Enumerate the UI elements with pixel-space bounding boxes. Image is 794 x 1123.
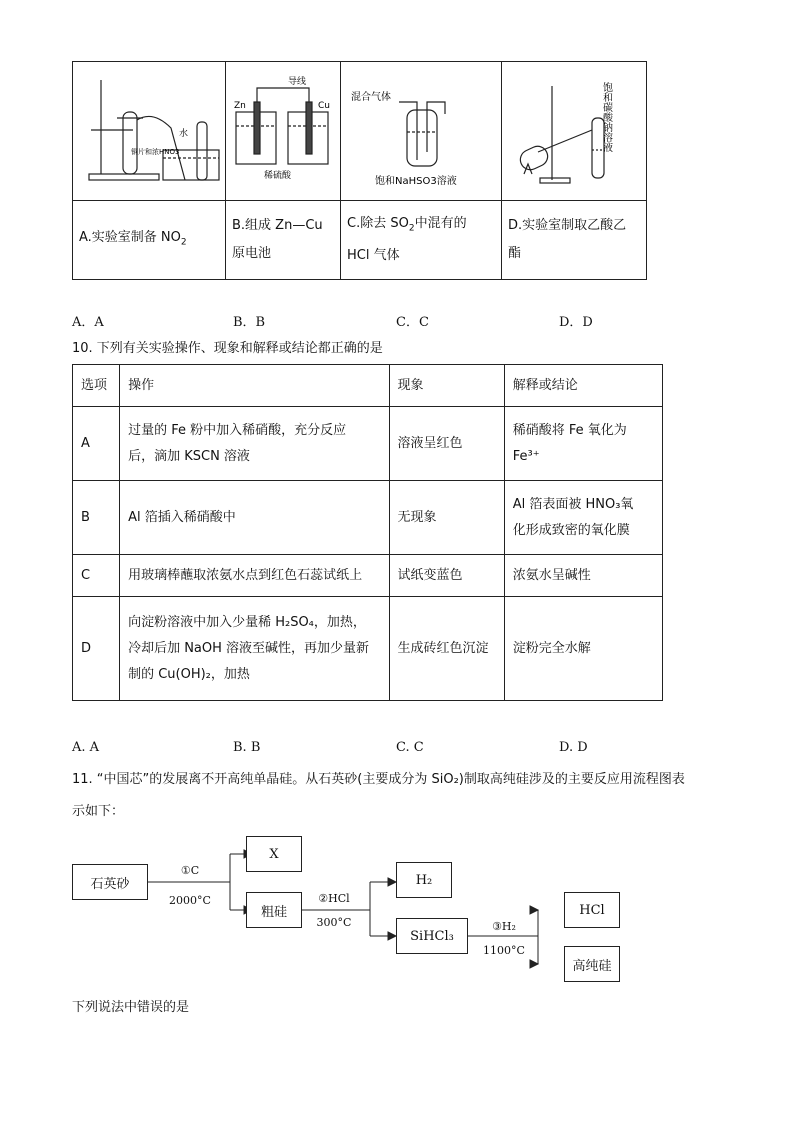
flow-pure-silicon: 高纯硅	[564, 946, 620, 982]
figure-a	[73, 62, 226, 201]
figure-b	[226, 62, 341, 201]
q9-figure-table	[72, 61, 647, 280]
zn-label: Zn	[234, 101, 246, 111]
header-conclusion: 解释或结论	[504, 365, 662, 407]
q11-stem-line1: 11. “中国芯”的发展离不开高纯单晶硅。从石英砂(主要成分为 SiO₂)制取高纯硅涉及的主要反应用流程图表	[72, 772, 685, 787]
q9-option-c[interactable]: C．C	[396, 315, 429, 330]
row-conclusion: Al 箔表面被 HNO₃氧 化形成致密的氧化膜	[504, 481, 662, 555]
header-option: 选项	[73, 365, 120, 407]
galvanic-cell-diagram	[226, 62, 340, 196]
row-operation: Al 箔插入稀硝酸中	[120, 481, 389, 555]
row-conclusion: 浓氨水呈碱性	[504, 555, 662, 597]
caption-a: A.实验室制备 $NO_2$	[73, 201, 226, 280]
nahso3-label: 饱和NaHSO3溶液	[375, 176, 457, 187]
row-operation: 向淀粉溶液中加入少量稀 H₂SO₄，加热， 冷却后加 NaOH 溶液至碱性，再加少量新 制的 Cu(OH)₂，加热	[120, 597, 389, 701]
wire-label: 导线	[288, 77, 307, 87]
acid-label: 稀硫酸	[264, 171, 292, 181]
row-option: D	[73, 597, 120, 701]
row-phenomenon: 生成砖红色沉淀	[389, 597, 504, 701]
flow-h2: H₂	[396, 862, 452, 898]
q10-option-a[interactable]: A. A	[72, 740, 100, 755]
step2-reagent: ②HCl	[318, 892, 350, 905]
na2co3-label: 饱和碳酸钠溶液	[600, 82, 612, 152]
row-operation: 用玻璃棒蘸取浓氨水点到红色石蕊试纸上	[120, 555, 389, 597]
gas-washing-diagram	[341, 62, 501, 196]
flow-quartz-sand: 石英砂	[72, 864, 148, 900]
q10-table	[72, 364, 663, 701]
row-option: C	[73, 555, 120, 597]
q10-stem: 10. 下列有关实验操作、现象和解释或结论都正确的是	[72, 341, 383, 356]
ester-prep-diagram	[502, 62, 646, 196]
step3-reagent: ③H₂	[492, 920, 516, 933]
cu-label: Cu	[318, 101, 330, 111]
mixed-gas-label: 混合气体	[351, 92, 391, 103]
flow-sihcl3: SiHCl₃	[396, 918, 468, 954]
flow-crude-silicon: 粗硅	[246, 892, 302, 928]
step1-reagent: ①C	[180, 864, 200, 877]
step1-condition: 2000°C	[169, 894, 211, 907]
water-label: 水	[179, 129, 189, 139]
q9-option-b[interactable]: B．B	[233, 315, 266, 330]
row-phenomenon: 试纸变蓝色	[389, 555, 504, 597]
q10-option-d[interactable]: D. D	[559, 740, 588, 755]
header-phenomenon: 现象	[389, 365, 504, 407]
step3-condition: 1100°C	[483, 944, 525, 957]
step2-condition: 300°C	[316, 916, 352, 929]
row-conclusion: 淀粉完全水解	[504, 597, 662, 701]
figure-c	[341, 62, 502, 201]
q9-option-d[interactable]: D．D	[559, 315, 593, 330]
caption-c: C.除去 $SO_2$中混有的 HCl 气体	[341, 201, 502, 280]
flow-x: X	[246, 836, 302, 872]
row-conclusion: 稀硝酸将 Fe 氧化为 Fe³⁺	[504, 407, 662, 481]
q10-option-c[interactable]: C. C	[396, 740, 424, 755]
figure-d	[502, 62, 647, 201]
row-operation: 过量的 Fe 粉中加入稀硝酸，充分反应 后，滴加 KSCN 溶液	[120, 407, 389, 481]
table-header-row	[73, 365, 663, 407]
q11-stem-line2: 示如下：	[72, 804, 125, 819]
table-row	[73, 555, 663, 597]
caption-d: D.实验室制取乙酸乙 酯	[502, 201, 647, 280]
no2-apparatus-diagram	[73, 62, 225, 196]
caption-b: B.组成 Zn—Cu 原电池	[226, 201, 341, 280]
flow-hcl: HCl	[564, 892, 620, 928]
row-option: A	[73, 407, 120, 481]
row-option: B	[73, 481, 120, 555]
q9-option-a[interactable]: A．A	[72, 315, 104, 330]
table-row	[73, 481, 663, 555]
header-operation: 操作	[120, 365, 389, 407]
row-phenomenon: 无现象	[389, 481, 504, 555]
table-row	[73, 407, 663, 481]
q10-option-b[interactable]: B. B	[233, 740, 261, 755]
table-row	[73, 597, 663, 701]
row-phenomenon: 溶液呈红色	[389, 407, 504, 481]
copper-label: 铜片和浓HNO3	[131, 148, 180, 156]
q11-question: 下列说法中错误的是	[72, 1000, 190, 1015]
